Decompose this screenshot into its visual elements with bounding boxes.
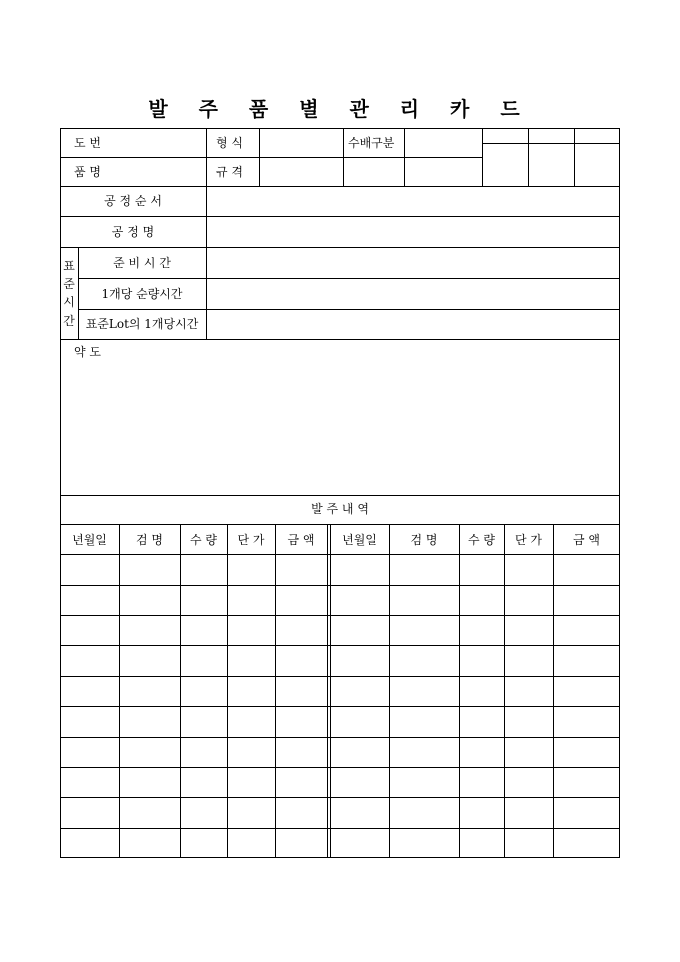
row-line bbox=[78, 309, 620, 310]
row-line bbox=[78, 278, 620, 279]
setup-time-label: 준 비 시 간 bbox=[113, 256, 171, 270]
order-row-line bbox=[60, 737, 620, 738]
order-row-line bbox=[60, 706, 620, 707]
order-column-header: 수 량 bbox=[190, 533, 217, 547]
order-row-line bbox=[60, 615, 620, 616]
header-col-line bbox=[528, 128, 529, 186]
order-section-top-line bbox=[60, 495, 620, 496]
label-column-line bbox=[206, 186, 207, 339]
standard-time-label-char: 간 bbox=[63, 314, 75, 328]
order-row-line bbox=[60, 645, 620, 646]
approval-box-divider bbox=[482, 143, 620, 144]
order-column-header: 금 액 bbox=[573, 533, 600, 547]
order-management-form bbox=[60, 128, 620, 858]
order-column-line bbox=[459, 524, 460, 858]
standard-time-label-char: 표 bbox=[63, 259, 75, 273]
order-column-line bbox=[553, 524, 554, 858]
header-col-line bbox=[206, 128, 207, 186]
row-line bbox=[60, 339, 620, 340]
per-lot-time-label: 표준Lot의 1개당시간 bbox=[85, 317, 199, 331]
header-bottom-line bbox=[60, 186, 620, 187]
per-unit-time-label: 1개당 순량시간 bbox=[101, 287, 183, 301]
order-row-line bbox=[60, 676, 620, 677]
order-column-line bbox=[389, 524, 390, 858]
order-column-header: 년월일 bbox=[72, 533, 107, 547]
order-column-line bbox=[504, 524, 505, 858]
supply-category-label: 수배구분 bbox=[348, 136, 395, 150]
order-row-line bbox=[60, 767, 620, 768]
order-column-header: 금 액 bbox=[287, 533, 315, 547]
order-history-label: 발 주 내 역 bbox=[311, 502, 369, 516]
row-line bbox=[60, 247, 620, 248]
row-line bbox=[60, 216, 620, 217]
order-column-header: 단 가 bbox=[237, 533, 265, 547]
header-col-line bbox=[404, 128, 405, 186]
process-sequence-label: 공 정 순 서 bbox=[104, 194, 162, 208]
order-row-line bbox=[60, 585, 620, 586]
header-col-line bbox=[574, 128, 575, 186]
order-column-header: 검 명 bbox=[136, 533, 163, 547]
order-column-header: 단 가 bbox=[515, 533, 542, 547]
order-row-line bbox=[60, 797, 620, 798]
order-column-line bbox=[180, 524, 181, 858]
order-column-line bbox=[330, 524, 331, 858]
standard-time-label-char: 준 bbox=[63, 277, 75, 291]
order-column-header: 수 량 bbox=[468, 533, 495, 547]
order-column-line bbox=[227, 524, 228, 858]
product-name-label: 품 명 bbox=[74, 165, 101, 179]
order-row-line bbox=[60, 828, 620, 829]
order-row-line bbox=[60, 554, 620, 555]
header-col-line bbox=[482, 128, 483, 186]
sketch-label: 약 도 bbox=[74, 345, 101, 359]
drawing-no-label: 도 번 bbox=[74, 136, 101, 150]
header-col-line bbox=[259, 128, 260, 186]
order-column-line bbox=[327, 524, 328, 858]
type-label: 형 식 bbox=[216, 136, 243, 150]
header-row-divider bbox=[60, 157, 482, 158]
order-header-line bbox=[60, 524, 620, 525]
order-column-header: 검 명 bbox=[410, 533, 438, 547]
spec-label: 규 격 bbox=[216, 165, 243, 179]
order-column-line bbox=[119, 524, 120, 858]
order-column-line bbox=[275, 524, 276, 858]
header-col-line bbox=[343, 128, 344, 186]
standard-time-label-char: 시 bbox=[63, 295, 75, 309]
process-name-label: 공 정 명 bbox=[111, 225, 155, 239]
page-title: 발 주 품 별 관 리 카 드 bbox=[148, 97, 532, 121]
order-column-header: 년월일 bbox=[342, 533, 377, 547]
